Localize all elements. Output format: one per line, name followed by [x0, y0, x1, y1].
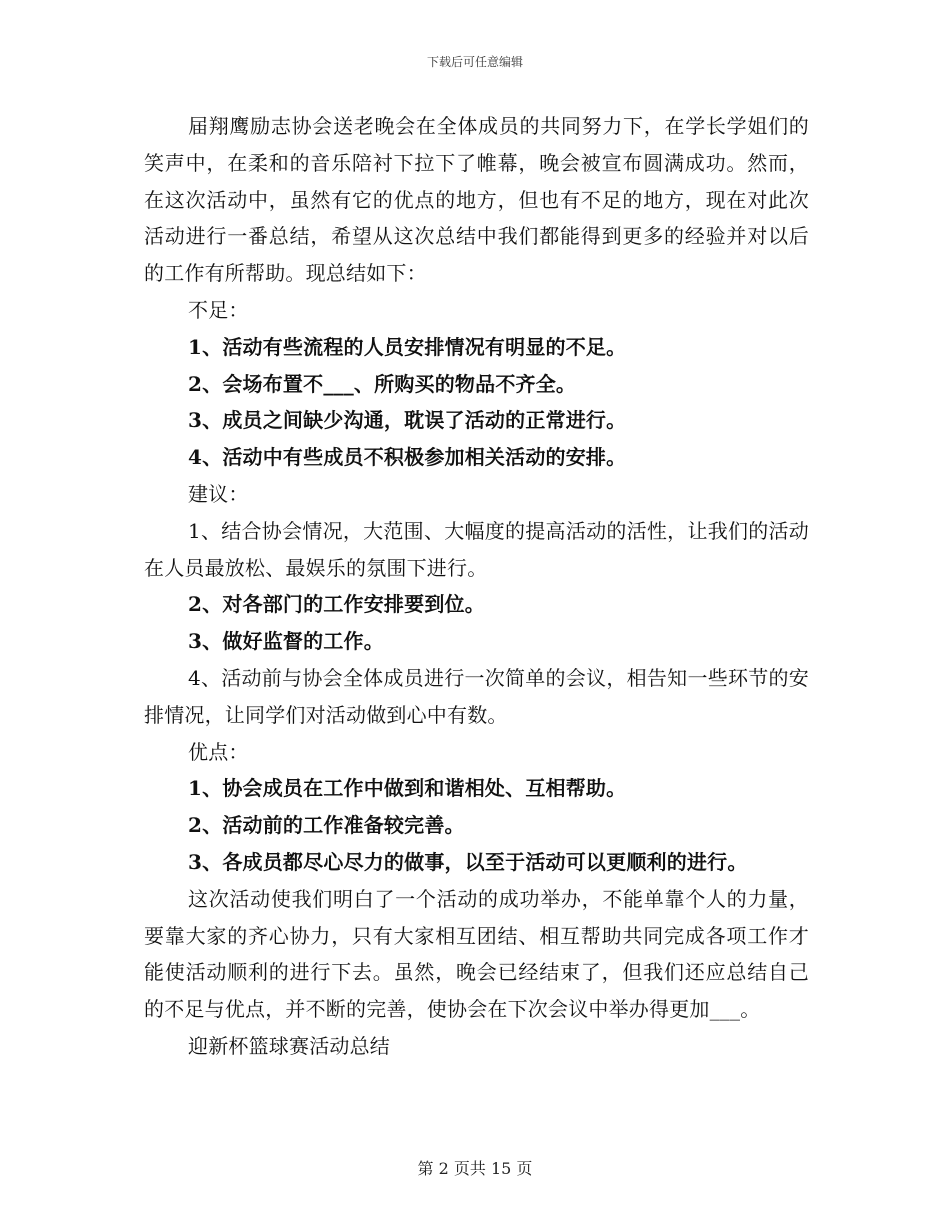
shortage-heading: 不足： — [188, 297, 249, 322]
suggest-item-3: 3、做好监督的工作。 — [188, 629, 384, 654]
shortage-item-2: 2、会场布置不___、所购买的物品不齐全。 — [188, 371, 577, 396]
merit-item-2: 2、活动前的工作准备较完善。 — [188, 813, 465, 838]
conclusion-paragraph: 这次活动使我们明白了一个活动的成功举办，不能单靠个人的力量，要靠大家的齐心协力，只有大家相互团结、相互帮助共同完成各项工作才能使活动顺利的进行下去。虽然，晚会已经结束了，但我们还应总结自己的不足与优点，并不断的完善，使协会在下次会议中举办得更加___。 — [144, 886, 809, 1022]
suggest-item-1: 1、结合协会情况，大范围、大幅度的提高活动的活性，让我们的活动在人员最放松、最娱乐的氛围下进行。 — [144, 518, 809, 580]
intro-paragraph: 届翔鹰励志协会送老晚会在全体成员的共同努力下，在学长学姐们的笑声中，在柔和的音乐陪衬下拉下了帷幕，晚会被宣布圆满成功。然而，在这次活动中，虽然有它的优点的地方，但也有不足的地方，现在对此次活动进行一番总结，希望从这次总结中我们都能得到更多的经验并对以后的工作有所帮助。现总结如下： — [144, 114, 809, 286]
page-header: 下载后可任意编辑 — [426, 55, 523, 69]
document-body — [144, 108, 809, 1065]
page-footer: 第 2 页共 15 页 — [417, 1159, 533, 1178]
shortage-item-3: 3、成员之间缺少沟通，耽误了活动的正常进行。 — [188, 408, 627, 433]
shortage-item-4: 4、活动中有些成员不积极参加相关活动的安排。 — [188, 445, 627, 470]
suggest-item-4: 4、活动前与协会全体成员进行一次简单的会议，相告知一些环节的安排情况，让同学们对活动做到心中有数。 — [144, 665, 809, 727]
merit-item-1: 1、协会成员在工作中做到和谐相处、互相帮助。 — [188, 776, 627, 801]
suggest-heading: 建议： — [188, 481, 249, 506]
suggest-item-2: 2、对各部门的工作安排要到位。 — [188, 592, 485, 617]
shortage-item-1: 1、活动有些流程的人员安排情况有明显的不足。 — [188, 334, 627, 359]
merit-heading: 优点： — [188, 739, 249, 764]
merit-item-3: 3、各成员都尽心尽力的做事，以至于活动可以更顺利的进行。 — [188, 849, 748, 874]
next-section-title: 迎新杯篮球赛活动总结 — [188, 1033, 390, 1058]
